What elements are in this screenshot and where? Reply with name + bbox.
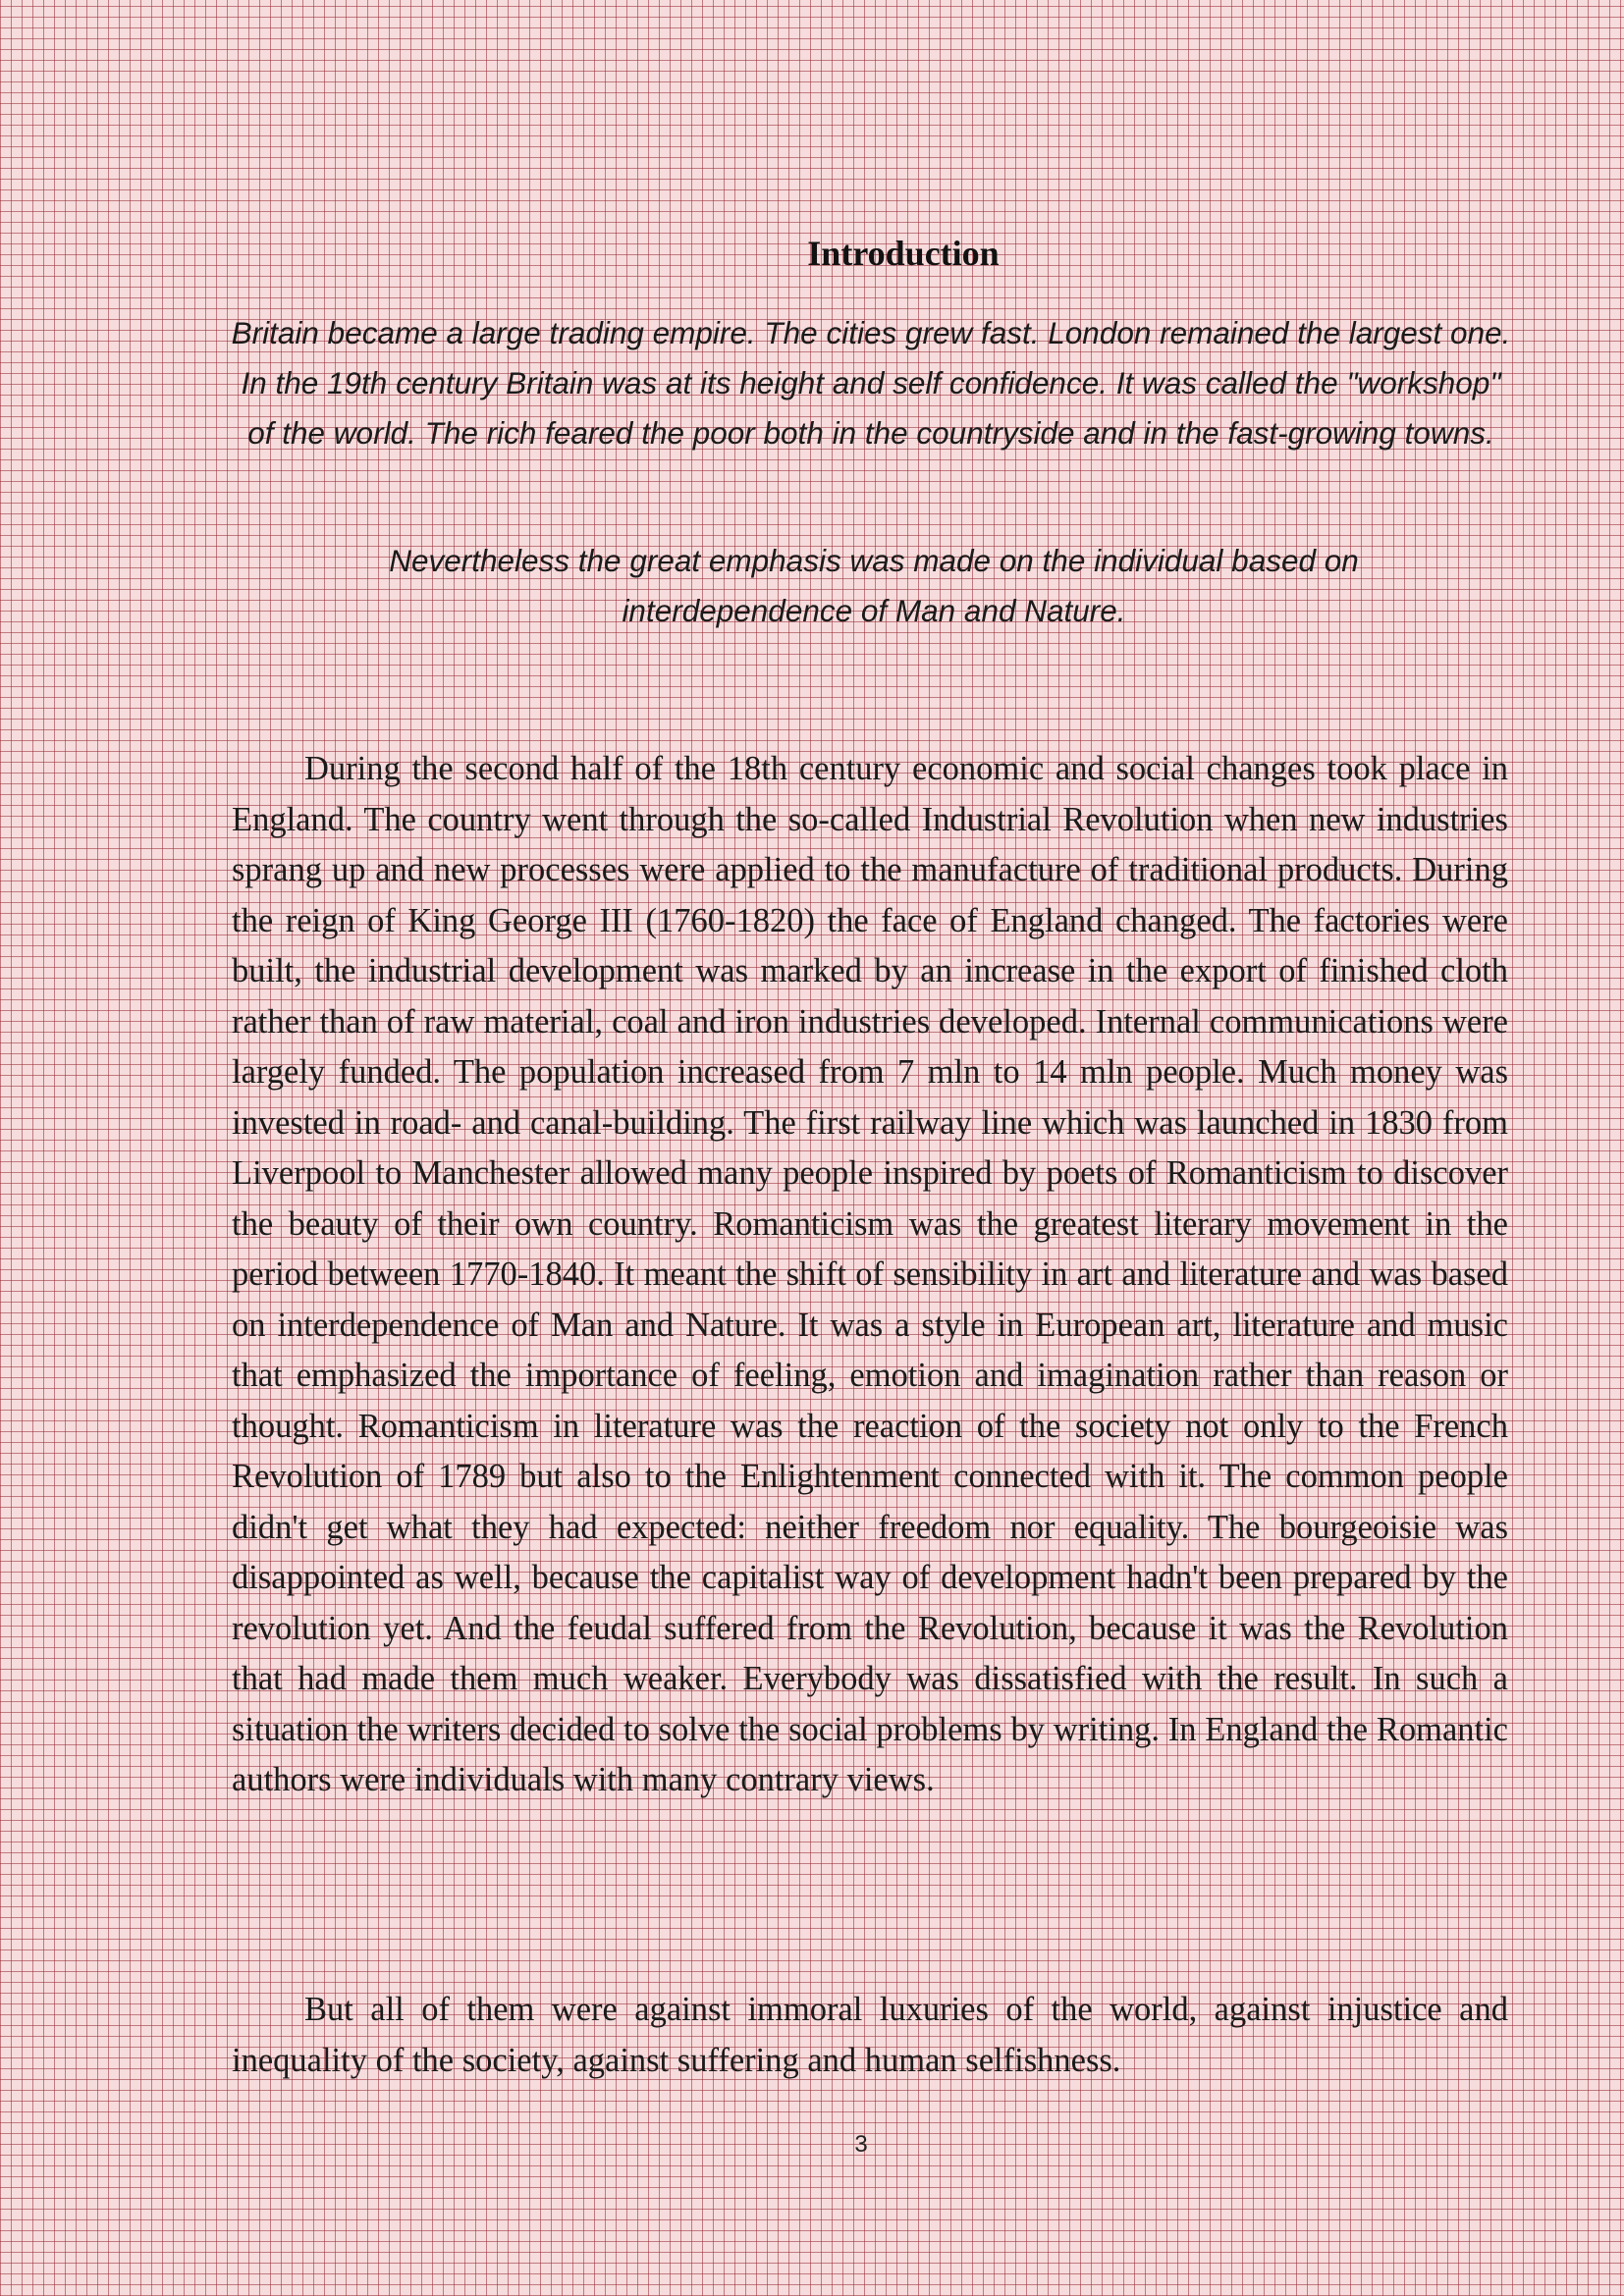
epigraph-paragraph-1: Britain became a large trading empire. The cities grew fast. London remained the largest one. In the 19th century Britain was at its height and self confidence. It was called the "workshop" of the world. The rich feared the poor both in the countryside and in the fast-growing towns. (231, 315, 1511, 451)
epigraph-paragraph-2: Nevertheless the great emphasis was made on the individual based on interdependence of Man and Nature. (389, 543, 1359, 628)
page-number: 3 (854, 2131, 868, 2158)
page-title: Introduction (807, 234, 1000, 273)
body-paragraph-2: But all of them were against immoral luxuries of the world, against injustice and inequality of the society, against suffering and human selfishness. (232, 1991, 1508, 2079)
body-paragraph-1: During the second half of the 18th century economic and social changes took place in England. The country went through the so-called Industrial Revolution when new industries sprang up and new processes were applied to the manufacture of traditional products. During the reign of King George III (1760-1820) the face of England changed. The factories were built, the industrial development was marked by an increase in the export of finished cloth rather than of raw material, coal and iron industries developed. Internal communications were largely funded. The population increased from 7 mln to 14 mln people. Much money was invested in road- and canal-building. The first railway line which was launched in 1830 from Liverpool to Manchester allowed many people inspired by poets of Romanticism to discover the beauty of their own country. Romanticism was the greatest literary movement in the period between 1770-1840. It meant the shift of sensibility in art and literature and was based on interdependence of Man and Nature. It was a style in European art, literature and music that emphasized the importance of feeling, emotion and imagination rather than reason or thought. Romanticism in literature was the reaction of the society not only to the French Revolution of 1789 but also to the Enlightenment connected with it. The common people didn't get what they had expected: neither freedom nor equality. The bourgeoisie was disappointed as well, because the capitalist way of development hadn't been prepared by the revolution yet. And the feudal suffered from the Revolution, because it was the Revolution that had made them much weaker. Everybody was dissatisfied with the result. In such a situation the writers decided to solve the social problems by writing. In England the Romantic authors were individuals with many contrary views. (232, 750, 1508, 1798)
